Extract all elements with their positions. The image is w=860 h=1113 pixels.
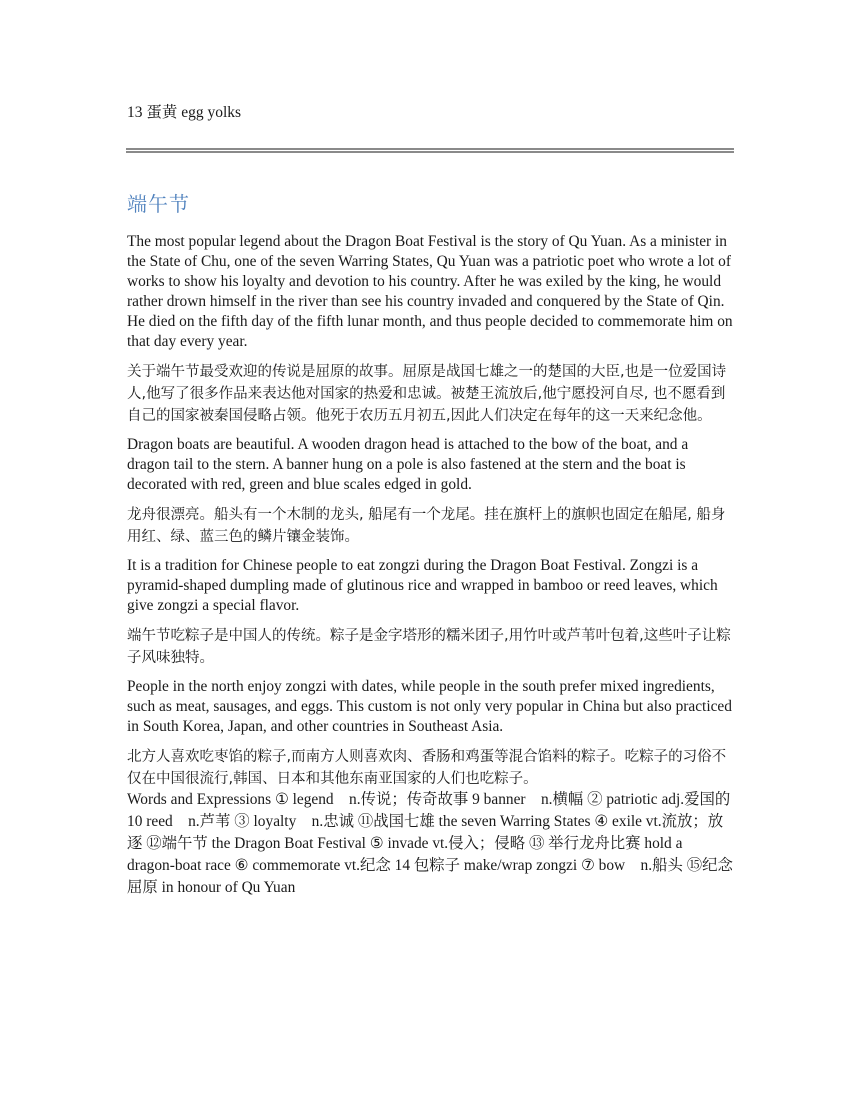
paragraph-en-3: It is a tradition for Chinese people to eat zongzi during the Dragon Boat Festival. Zongzi is a pyramid-shaped dumpling made of glutinous rice and wrapped in bamboo or reed leaves, which give zongzi a special flavor. — [127, 557, 718, 614]
paragraph-en-2: Dragon boats are beautiful. A wooden dragon head is attached to the bow of the boat, and a dragon tail to the stern. A banner hung on a pole is also fastened at the stern and the boat is decorated with red, green and blue scales edged in gold. — [127, 436, 689, 493]
article-body — [127, 232, 733, 908]
paragraph-zh-1: 关于端午节最受欢迎的传说是屈原的故事。屈原是战国七雄之一的楚国的大臣,也是一位爱国诗人,他写了很多作品来表达他对国家的热爱和忠诚。被楚王流放后,他宁愿投河自尽, 也不愿看到自己的国家被秦国侵略占领。他死于农历五月初五,因此人们决定在每年的这一天来纪念他。 — [127, 364, 727, 424]
paragraph-en-4: People in the north enjoy zongzi with dates, while people in the south prefer mixed ingredients, such as meat, sausages, and eggs. This custom is not only very popular in China but also practiced in South Korea, Japan, and other countries in Southeast Asia. — [127, 678, 732, 735]
vocabulary-list: Words and Expressions ① legend n.传说；传奇故事 9 banner n.横幅 ② patriotic adj.爱国的 10 reed n.芦苇 ③ loyalty n.忠诚 ⑪战国七雄 the seven Warring States ④ exile vt.流放；放逐 ⑫端午节 the Dragon Boat Festival ⑤ invade vt.侵入；侵略 ⑬ 举行龙舟比赛 hold a dragon-boat race ⑥ commemorate vt.纪念 14 包粽子 make/wrap zongzi ⑦ bow n.船头 ⑮纪念屈原 in honour of Qu Yuan — [127, 791, 733, 896]
header-line: 13 蛋黄 egg yolks — [127, 104, 242, 121]
paragraph-zh-2: 龙舟很漂亮。船头有一个木制的龙头, 船尾有一个龙尾。挂在旗杆上的旗帜也固定在船尾, 船身用红、绿、蓝三色的鳞片镶金装饰。 — [127, 507, 726, 545]
paragraph-zh-3: 端午节吃粽子是中国人的传统。粽子是金字塔形的糯米团子,用竹叶或芦苇叶包着,这些叶子让粽子风味独特。 — [127, 628, 731, 666]
paragraph-en-1: The most popular legend about the Dragon Boat Festival is the story of Qu Yuan. As a minister in the State of Chu, one of the seven Warring States, Qu Yuan was a patriotic poet who wrote a lot of works to show his loyalty and devotion to his country. After he was exiled by the king, he would rather drown himself in the river than see his country invaded and conquered by the State of Qin. He died on the fifth day of the fifth lunar month, and thus people decided to commemorate him on that day every year. — [127, 233, 733, 350]
horizontal-divider — [126, 148, 734, 153]
paragraph-zh-4: 北方人喜欢吃枣馅的粽子,而南方人则喜欢肉、香肠和鸡蛋等混合馅料的粽子。吃粽子的习俗不仅在中国很流行,韩国、日本和其他东南亚国家的人们也吃粽子。 — [127, 749, 727, 787]
section-title: 端午节 — [127, 192, 190, 216]
